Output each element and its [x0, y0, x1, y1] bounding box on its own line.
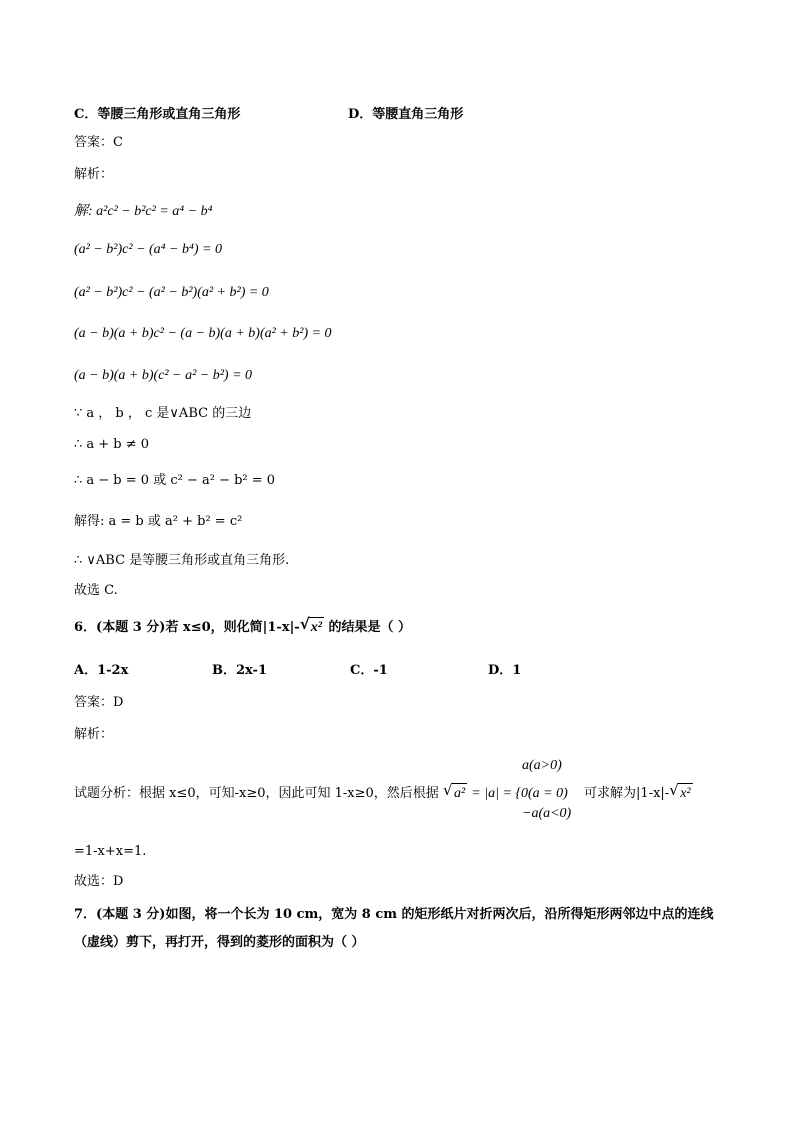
option-d: D．等腰直角三角形 [348, 107, 464, 122]
solution-step-8: ∴ a − b = 0 或 c² − a² − b² = 0 [74, 473, 276, 488]
question-6-stem-prefix: 6．(本题 3 分)若 x≤0，则化简|1-x|- [74, 620, 300, 635]
answer-label: 答案：C [74, 135, 123, 150]
question-7-line-2: （虚线）剪下，再打开，得到的菱形的面积为（ ） [74, 935, 365, 950]
q6-option-a: A．1-2x [74, 663, 129, 678]
q6-analysis-prefix: 试题分析：根据 x≤0，可知-x≥0，因此可知 1-x≥0，然后根据 [74, 786, 439, 801]
piecewise-top: a(a>0) [522, 758, 562, 773]
analysis-label: 解析： [74, 167, 114, 182]
question-6-stem-suffix: 的结果是（ ） [323, 620, 411, 635]
solution-step-11: 故选 C. [74, 583, 118, 598]
q6-answer: 答案：D [74, 695, 124, 710]
q6-analysis-continuation: =1-x+x=1. [74, 844, 147, 859]
radicand: x² [309, 617, 324, 638]
question-7-line-1: 7．(本题 3 分)如图，将一个长为 10 cm，宽为 8 cm 的矩形纸片对折两次后，沿所得矩形两邻边中点的连线 [74, 907, 714, 922]
solution-step-10: ∴ ∨ABC 是等腰三角形或直角三角形. [74, 553, 290, 568]
sqrt-symbol [443, 783, 467, 804]
q6-analysis-after: 可求解为|1-x|- [584, 786, 670, 801]
q6-conclusion: 故选：D [74, 874, 124, 889]
solution-step-3: (a² − b²)c² − (a² − b²)(a² + b²) = 0 [74, 285, 269, 300]
radicand: x² [678, 783, 692, 804]
q6-analysis-label: 解析： [74, 727, 114, 742]
solution-step-4: (a − b)(a + b)c² − (a − b)(a + b)(a² + b²) = 0 [74, 326, 332, 341]
q6-analysis-line [74, 783, 693, 804]
solution-step-1: 解: a²c² − b²c² = a⁴ − b⁴ [74, 204, 213, 219]
q6-option-d: D．1 [488, 663, 522, 678]
question-6-stem [74, 617, 411, 638]
q6-option-b: B．2x-1 [212, 663, 267, 678]
q6-option-c: C．-1 [350, 663, 388, 678]
solution-step-9: 解得: a = b 或 a² + b² = c² [74, 514, 243, 529]
solution-step-6: ∵ a ， b ， c 是∨ABC 的三边 [74, 406, 252, 421]
sqrt-symbol [300, 617, 324, 638]
solution-step-2: (a² − b²)c² − (a⁴ − b⁴) = 0 [74, 242, 222, 257]
piecewise-middle: = |a| = {0(a = 0) [471, 786, 568, 801]
piecewise-bottom: −a(a<0) [522, 806, 572, 821]
option-c: C．等腰三角形或直角三角形 [74, 107, 241, 122]
sqrt-symbol [669, 783, 692, 804]
solution-step-5: (a − b)(a + b)(c² − a² − b²) = 0 [74, 368, 253, 383]
radicand: a² [452, 783, 467, 804]
solution-step-7: ∴ a + b ≠ 0 [74, 437, 150, 452]
